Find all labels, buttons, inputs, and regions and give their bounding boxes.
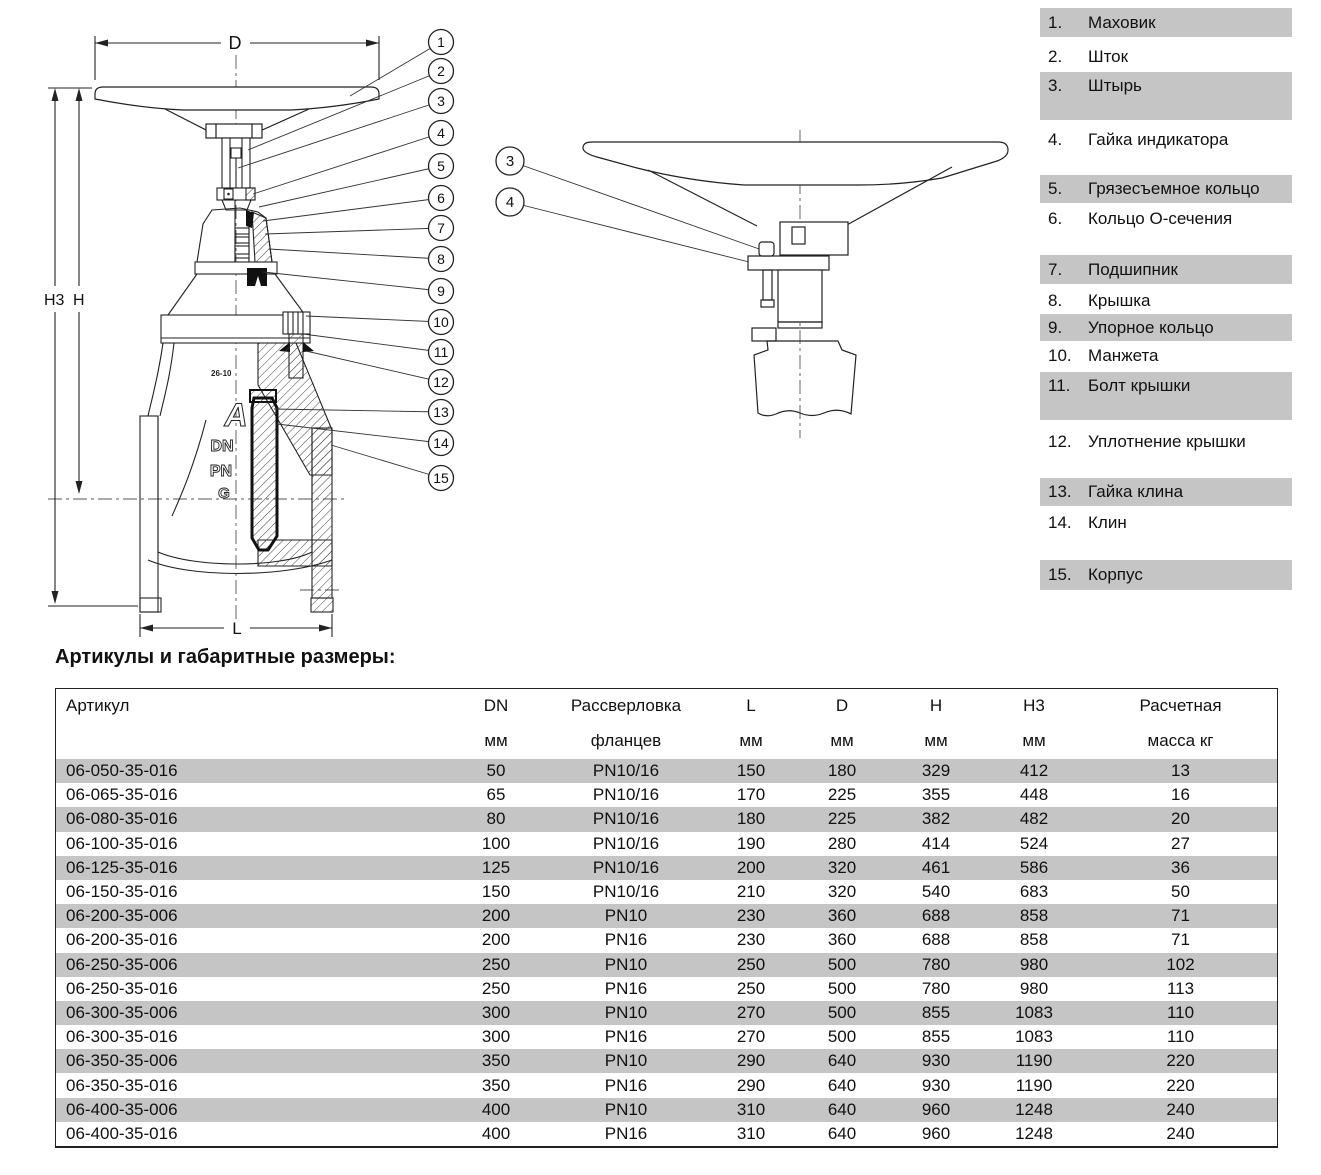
valve-body bbox=[140, 343, 333, 612]
table-cell: 290 bbox=[736, 1051, 766, 1071]
detail-bonnet bbox=[754, 341, 856, 416]
table-cell: 980 bbox=[1019, 978, 1049, 998]
table-cell: 780 bbox=[921, 978, 951, 998]
table-cell: 350 bbox=[481, 1051, 511, 1071]
callout-1 bbox=[429, 30, 454, 55]
dim-h-label: H bbox=[73, 292, 85, 309]
bonnet bbox=[168, 200, 305, 315]
callout-6 bbox=[429, 186, 454, 211]
part-number: 6. bbox=[1048, 209, 1063, 228]
column-header-h: H мм bbox=[924, 696, 948, 750]
part-label: Грязесъемное кольцо bbox=[1088, 179, 1260, 198]
svg-text:9: 9 bbox=[437, 283, 445, 299]
table-cell: 180 bbox=[736, 809, 766, 829]
column-header-d: D мм bbox=[830, 696, 854, 750]
valve-section-drawing bbox=[0, 0, 470, 660]
svg-text:7: 7 bbox=[437, 220, 445, 236]
part-label: Подшипник bbox=[1088, 259, 1178, 279]
detail-handwheel bbox=[583, 142, 1008, 185]
table-row bbox=[56, 807, 1277, 831]
table-cell: 65 bbox=[486, 785, 506, 805]
table-cell: 225 bbox=[827, 785, 857, 805]
table-cell: PN10 bbox=[604, 906, 648, 926]
table-cell: 300 bbox=[481, 1027, 511, 1047]
svg-text:8: 8 bbox=[437, 251, 445, 267]
part-number: 14. bbox=[1048, 512, 1072, 532]
table-cell: 225 bbox=[827, 809, 857, 829]
dimension-d bbox=[95, 33, 379, 80]
part-number: 5. bbox=[1048, 179, 1063, 198]
table-cell: 1083 bbox=[1015, 1002, 1053, 1022]
table-cell: 524 bbox=[1019, 833, 1049, 853]
part-number: 9. bbox=[1048, 317, 1063, 337]
table-row bbox=[56, 1122, 1277, 1146]
table-cell: 382 bbox=[921, 809, 951, 829]
table-cell: 858 bbox=[1019, 906, 1049, 926]
table-cell: PN10/16 bbox=[592, 882, 660, 902]
part-number: 8. bbox=[1048, 290, 1063, 310]
table-cell: 06-300-35-016 bbox=[66, 1027, 178, 1047]
parts-list-item bbox=[1040, 429, 1292, 454]
table-cell: 250 bbox=[481, 978, 511, 998]
table-cell: 400 bbox=[481, 1123, 511, 1143]
table-cell: 688 bbox=[921, 906, 951, 926]
table-cell: PN16 bbox=[604, 930, 648, 950]
part-number: 13. bbox=[1048, 482, 1072, 501]
table-cell: 500 bbox=[827, 1002, 857, 1022]
dimensions-table-body bbox=[56, 759, 1277, 1146]
table-cell: 1248 bbox=[1015, 1123, 1053, 1143]
wedge bbox=[250, 390, 277, 550]
table-cell: PN10/16 bbox=[592, 809, 660, 829]
part-number: 11. bbox=[1048, 376, 1071, 395]
table-cell: 280 bbox=[827, 833, 857, 853]
table-cell: 110 bbox=[1166, 1002, 1195, 1022]
table-cell: 688 bbox=[921, 930, 951, 950]
column-header-l: L мм bbox=[739, 696, 763, 750]
part-number: 7. bbox=[1048, 259, 1063, 279]
svg-text:3: 3 bbox=[437, 93, 445, 109]
table-cell: 640 bbox=[827, 1099, 857, 1119]
table-cell: 640 bbox=[827, 1051, 857, 1071]
column-header-dn: DN мм bbox=[483, 696, 509, 750]
table-cell: 858 bbox=[1019, 930, 1049, 950]
dimensions-table-header bbox=[56, 689, 1277, 759]
table-cell: PN16 bbox=[604, 978, 648, 998]
table-cell: 230 bbox=[736, 906, 766, 926]
table-cell: 329 bbox=[921, 761, 951, 781]
table-cell: 06-080-35-016 bbox=[66, 809, 178, 829]
part-label: Шток bbox=[1088, 47, 1129, 66]
stem-assembly bbox=[217, 138, 255, 210]
parts-list bbox=[1040, 0, 1292, 600]
table-cell: PN10/16 bbox=[592, 761, 660, 781]
table-cell: PN10/16 bbox=[592, 857, 660, 877]
inlet-flange bbox=[140, 416, 158, 612]
table-cell: 448 bbox=[1019, 785, 1049, 805]
table-cell: 270 bbox=[736, 1027, 766, 1047]
table-cell: 270 bbox=[736, 1002, 766, 1022]
table-cell: 36 bbox=[1171, 857, 1190, 877]
callout-4 bbox=[429, 121, 454, 146]
table-cell: 150 bbox=[481, 882, 511, 902]
table-cell: 06-100-35-016 bbox=[66, 833, 178, 853]
table-row bbox=[56, 1073, 1277, 1097]
table-cell: 150 bbox=[736, 761, 766, 781]
table-cell: 190 bbox=[736, 833, 766, 853]
callout-10 bbox=[429, 310, 454, 335]
parts-list-item bbox=[1040, 44, 1292, 70]
table-cell: 06-050-35-016 bbox=[66, 761, 178, 781]
table-row bbox=[56, 1049, 1277, 1073]
body-markings bbox=[210, 369, 248, 502]
detail-callout-3 bbox=[496, 147, 524, 175]
indicator-detail-drawing bbox=[480, 110, 1050, 460]
part-number: 15. bbox=[1048, 565, 1072, 584]
part-number: 10. bbox=[1048, 346, 1072, 365]
table-row bbox=[56, 856, 1277, 880]
table-cell: 1190 bbox=[1015, 1051, 1053, 1071]
table-row bbox=[56, 977, 1277, 1001]
table-cell: 102 bbox=[1166, 954, 1195, 974]
table-cell: 180 bbox=[827, 761, 857, 781]
svg-text:15: 15 bbox=[433, 470, 449, 486]
table-cell: 06-350-35-006 bbox=[66, 1051, 178, 1071]
table-cell: PN16 bbox=[604, 1027, 648, 1047]
parts-list-item bbox=[1040, 175, 1292, 203]
table-cell: 355 bbox=[921, 785, 951, 805]
svg-text:11: 11 bbox=[433, 344, 449, 360]
table-cell: 300 bbox=[481, 1002, 511, 1022]
table-cell: 500 bbox=[827, 978, 857, 998]
part-label: Крышка bbox=[1088, 290, 1151, 310]
table-cell: 350 bbox=[481, 1075, 511, 1095]
table-cell: 71 bbox=[1171, 906, 1190, 926]
part-label: Маховик bbox=[1088, 12, 1156, 32]
table-cell: PN10 bbox=[604, 1051, 648, 1071]
table-cell: 80 bbox=[486, 809, 506, 829]
table-cell: 930 bbox=[921, 1051, 951, 1071]
part-number: 4. bbox=[1048, 130, 1063, 149]
svg-text:4: 4 bbox=[505, 194, 515, 211]
table-cell: 290 bbox=[736, 1075, 766, 1095]
table-cell: 250 bbox=[736, 954, 766, 974]
table-cell: 06-250-35-016 bbox=[66, 978, 178, 998]
parts-list-item bbox=[1040, 510, 1292, 535]
table-cell: 400 bbox=[481, 1099, 511, 1119]
parts-list-item bbox=[1040, 127, 1292, 153]
part-label: Кольцо О-сечения bbox=[1088, 209, 1233, 228]
table-cell: 586 bbox=[1019, 857, 1049, 877]
table-cell: 960 bbox=[921, 1099, 951, 1119]
table-row bbox=[56, 783, 1277, 807]
svg-text:4: 4 bbox=[437, 125, 445, 141]
table-cell: 06-300-35-006 bbox=[66, 1002, 178, 1022]
part-number: 1. bbox=[1048, 12, 1063, 32]
svg-text:3: 3 bbox=[505, 153, 515, 170]
table-cell: 06-200-35-006 bbox=[66, 906, 178, 926]
part-number: 2. bbox=[1048, 47, 1063, 66]
section-title: Артикулы и габаритные размеры: bbox=[55, 646, 396, 668]
dimension-h3-h bbox=[44, 88, 138, 606]
table-cell: 780 bbox=[921, 954, 951, 974]
table-cell: 1190 bbox=[1015, 1075, 1053, 1095]
handwheel bbox=[95, 87, 379, 138]
table-cell: 360 bbox=[827, 930, 857, 950]
table-cell: 200 bbox=[481, 930, 511, 950]
parts-list-item bbox=[1040, 72, 1292, 120]
table-cell: 200 bbox=[736, 857, 766, 877]
svg-text:6: 6 bbox=[437, 190, 445, 206]
part-label: Гайка индикатора bbox=[1088, 130, 1229, 149]
outlet-flange bbox=[312, 428, 332, 598]
column-header-mass: Расчетная масса кг bbox=[1139, 696, 1222, 750]
table-cell: 06-350-35-016 bbox=[66, 1075, 178, 1095]
table-cell: 125 bbox=[481, 857, 511, 877]
table-row bbox=[56, 1025, 1277, 1049]
table-row bbox=[56, 759, 1277, 783]
marking-pn: PN bbox=[209, 463, 233, 480]
table-cell: 220 bbox=[1166, 1075, 1195, 1095]
table-cell: 250 bbox=[736, 978, 766, 998]
parts-list-item bbox=[1040, 206, 1292, 232]
part-label: Болт крышки bbox=[1088, 376, 1191, 395]
parts-list-item bbox=[1040, 8, 1292, 37]
table-cell: 683 bbox=[1019, 882, 1049, 902]
detail-indicator-pin bbox=[759, 242, 774, 256]
table-cell: 27 bbox=[1171, 833, 1190, 853]
table-cell: 250 bbox=[481, 954, 511, 974]
table-cell: 06-400-35-016 bbox=[66, 1123, 178, 1143]
detail-callout-4 bbox=[496, 188, 524, 216]
table-cell: PN10 bbox=[604, 1002, 648, 1022]
svg-text:14: 14 bbox=[433, 435, 449, 451]
svg-text:5: 5 bbox=[437, 158, 445, 174]
callout-11 bbox=[429, 340, 454, 365]
table-cell: 240 bbox=[1166, 1123, 1195, 1143]
table-cell: 71 bbox=[1171, 930, 1190, 950]
table-cell: 461 bbox=[921, 857, 951, 877]
parts-list-item bbox=[1040, 288, 1292, 313]
table-cell: PN16 bbox=[604, 1123, 648, 1143]
table-cell: 210 bbox=[736, 882, 766, 902]
table-cell: 06-150-35-016 bbox=[66, 882, 178, 902]
table-cell: 230 bbox=[736, 930, 766, 950]
table-row bbox=[56, 1001, 1277, 1025]
column-header-drilling: Рассверловка фланцев bbox=[570, 696, 682, 750]
table-cell: 320 bbox=[827, 857, 857, 877]
table-cell: 412 bbox=[1019, 761, 1049, 781]
table-cell: 930 bbox=[921, 1075, 951, 1095]
table-cell: 320 bbox=[827, 882, 857, 902]
callout-3 bbox=[429, 89, 454, 114]
table-row bbox=[56, 832, 1277, 856]
part-number: 12. bbox=[1048, 431, 1072, 451]
detail-indicator-nut bbox=[748, 256, 829, 270]
part-label: Манжета bbox=[1088, 346, 1159, 365]
table-cell: 482 bbox=[1019, 809, 1049, 829]
callout-15 bbox=[429, 466, 454, 491]
table-cell: 310 bbox=[736, 1123, 766, 1143]
dim-l-label: L bbox=[232, 619, 242, 638]
marking-g: G bbox=[218, 485, 230, 502]
table-cell: 20 bbox=[1171, 809, 1190, 829]
table-cell: 855 bbox=[921, 1002, 951, 1022]
table-cell: PN10 bbox=[604, 1099, 648, 1119]
table-cell: 980 bbox=[1019, 954, 1049, 974]
dim-d-label: D bbox=[228, 33, 242, 53]
table-cell: 240 bbox=[1166, 1099, 1195, 1119]
table-cell: 50 bbox=[1171, 882, 1190, 902]
dimensions-table bbox=[55, 688, 1278, 1148]
table-cell: 540 bbox=[921, 882, 951, 902]
dim-h3-label: H3 bbox=[44, 292, 65, 309]
table-cell: 960 bbox=[921, 1123, 951, 1143]
table-row bbox=[56, 880, 1277, 904]
parts-list-item bbox=[1040, 314, 1292, 341]
part-label: Уплотнение крышки bbox=[1088, 431, 1246, 451]
table-row bbox=[56, 953, 1277, 977]
table-cell: 640 bbox=[827, 1123, 857, 1143]
table-cell: 16 bbox=[1171, 785, 1190, 805]
brand-logo: A bbox=[224, 397, 248, 433]
table-cell: PN10/16 bbox=[592, 833, 660, 853]
table-cell: 1083 bbox=[1015, 1027, 1053, 1047]
table-cell: 360 bbox=[827, 906, 857, 926]
parts-list-item bbox=[1040, 255, 1292, 284]
table-cell: 414 bbox=[921, 833, 951, 853]
table-cell: 06-200-35-016 bbox=[66, 930, 178, 950]
svg-text:13: 13 bbox=[433, 404, 449, 420]
part-label: Гайка клина bbox=[1088, 482, 1184, 501]
callout-9 bbox=[429, 279, 454, 304]
callout-14 bbox=[429, 431, 454, 456]
part-label: Корпус bbox=[1088, 565, 1143, 584]
table-cell: PN10 bbox=[604, 954, 648, 974]
detail-drawing bbox=[583, 142, 1008, 416]
svg-text:12: 12 bbox=[433, 374, 449, 390]
parts-list-item bbox=[1040, 478, 1292, 506]
table-cell: 110 bbox=[1166, 1027, 1195, 1047]
table-cell: 310 bbox=[736, 1099, 766, 1119]
column-header-article: Артикул bbox=[66, 696, 130, 715]
svg-text:2: 2 bbox=[437, 63, 445, 79]
table-cell: 1248 bbox=[1015, 1099, 1053, 1119]
part-number: 3. bbox=[1048, 76, 1063, 95]
marking-code: 26-10 bbox=[211, 369, 232, 378]
table-cell: 500 bbox=[827, 954, 857, 974]
svg-text:1: 1 bbox=[437, 34, 445, 50]
table-cell: 06-250-35-006 bbox=[66, 954, 178, 974]
table-cell: 640 bbox=[827, 1075, 857, 1095]
detail-callouts bbox=[496, 147, 524, 216]
part-label: Штырь bbox=[1088, 76, 1142, 95]
table-cell: 50 bbox=[486, 761, 506, 781]
table-cell: 220 bbox=[1166, 1051, 1195, 1071]
parts-list-item bbox=[1040, 372, 1292, 420]
callout-13 bbox=[429, 400, 454, 425]
table-cell: 13 bbox=[1171, 761, 1190, 781]
part-label: Клин bbox=[1088, 512, 1127, 532]
svg-text:10: 10 bbox=[433, 314, 449, 330]
table-row bbox=[56, 928, 1277, 952]
parts-list-item bbox=[1040, 560, 1292, 590]
table-cell: 06-065-35-016 bbox=[66, 785, 178, 805]
part-label: Упорное кольцо bbox=[1088, 317, 1214, 337]
callout-7 bbox=[429, 216, 454, 241]
marking-dn: DN bbox=[210, 438, 234, 455]
table-cell: 06-125-35-016 bbox=[66, 857, 178, 877]
table-row bbox=[56, 1098, 1277, 1122]
table-cell: 170 bbox=[736, 785, 766, 805]
callout-8 bbox=[429, 247, 454, 272]
callout-balloons bbox=[429, 30, 454, 491]
table-cell: 06-400-35-006 bbox=[66, 1099, 178, 1119]
callout-2 bbox=[429, 59, 454, 84]
table-cell: 100 bbox=[481, 833, 511, 853]
table-cell: 500 bbox=[827, 1027, 857, 1047]
table-cell: 855 bbox=[921, 1027, 951, 1047]
callout-5 bbox=[429, 154, 454, 179]
parts-list-item bbox=[1040, 344, 1292, 368]
table-cell: 200 bbox=[481, 906, 511, 926]
table-cell: PN16 bbox=[604, 1075, 648, 1095]
table-cell: PN10/16 bbox=[592, 785, 660, 805]
column-header-h3: H3 мм bbox=[1022, 696, 1046, 750]
callout-12 bbox=[429, 370, 454, 395]
table-row bbox=[56, 904, 1277, 928]
table-cell: 113 bbox=[1166, 978, 1195, 998]
